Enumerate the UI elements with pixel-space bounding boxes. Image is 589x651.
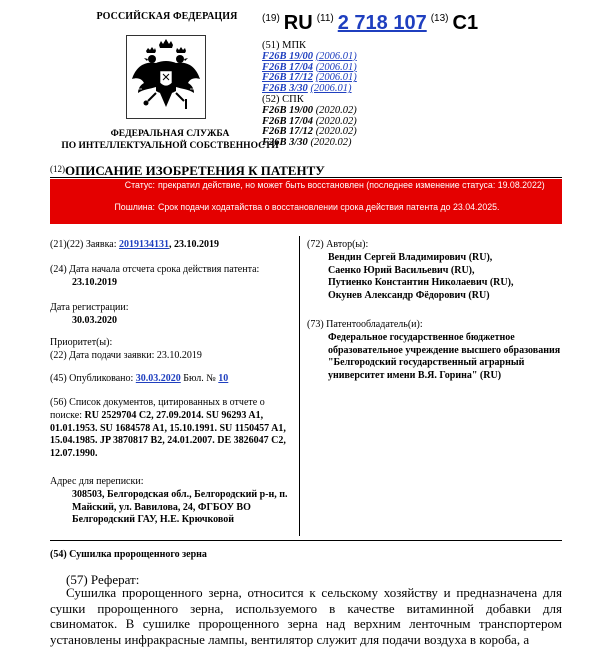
country-code: RU bbox=[283, 12, 313, 34]
ipc-version: (2006.01) bbox=[315, 50, 357, 62]
status-label: Статус: bbox=[124, 180, 155, 190]
registration-date: 30.03.2020 bbox=[72, 314, 117, 326]
registration-field bbox=[50, 302, 296, 328]
priority-line: (22) Дата подачи заявки: 23.10.2019 bbox=[50, 349, 202, 361]
bulletin-label: Бюл. № bbox=[183, 373, 216, 384]
ipc-version: (2006.01) bbox=[315, 61, 357, 73]
code-13: (13) bbox=[430, 13, 449, 24]
address-text: 308503, Белгородская обл., Белгородский р-н, п. Майский, ул. Вавилова, 24, ФГБОУ ВО Белгородский ГАУ, Н.Е. Крючковой bbox=[72, 488, 288, 526]
published-date-link[interactable]: 30.03.2020 bbox=[135, 373, 181, 384]
author-name: Вендин Сергей Владимирович (RU), bbox=[328, 251, 493, 263]
author-name: Саенко Юрий Васильевич (RU), bbox=[328, 264, 475, 276]
cited-label: (56) Список документов, цитированных в отчете о поиске: bbox=[50, 397, 265, 421]
published-label: (45) Опубликовано: bbox=[50, 373, 134, 384]
kind-code: C1 bbox=[452, 12, 479, 34]
cpc-version: (2020.02) bbox=[315, 104, 357, 116]
registration-label: Дата регистрации: bbox=[50, 302, 129, 313]
cpc-header: (52) СПК bbox=[262, 93, 304, 105]
document-title-text: ОПИСАНИЕ ИЗОБРЕТЕНИЯ К ПАТЕНТУ bbox=[65, 163, 325, 178]
term-start-date: 23.10.2019 bbox=[72, 276, 117, 288]
status-value: прекратил действие, но может быть восстановлен (последнее изменение статуса: 19.08.2022) bbox=[158, 180, 545, 190]
title-divider bbox=[50, 177, 562, 178]
abstract-text: Сушилка пророщенного зерна, относится к сельскому хозяйству и предназначена для сушки пророщенного зерна, используемого в качестве витаминной добавки для свиноматок. В сушилке пророщенного зерна над верхним ленточным транспортером установлены инфракрасные лампы, вентилятор служит для подачи воздуха в короба, а bbox=[50, 585, 562, 647]
owner-field bbox=[307, 319, 562, 383]
fee-value: Срок подачи ходатайства о восстановлении срока действия патента до 23.04.2025. bbox=[158, 202, 500, 212]
section-divider bbox=[50, 540, 562, 541]
cpc-version: (2020.02) bbox=[315, 115, 357, 127]
address-field bbox=[50, 476, 296, 527]
author-name: Окунев Александр Фёдорович (RU) bbox=[328, 290, 490, 302]
ipc-code-link[interactable]: F26B 3/30 bbox=[262, 83, 308, 95]
cpc-entry bbox=[262, 138, 357, 149]
address-label: Адрес для переписки: bbox=[50, 476, 144, 487]
application-field bbox=[50, 239, 296, 252]
invention-title: (54) Сушилка пророщенного зерна bbox=[50, 549, 207, 560]
author-name: Путиенко Константин Николаевич (RU), bbox=[328, 277, 514, 289]
agency-line1: ФЕДЕРАЛЬНАЯ СЛУЖБА bbox=[110, 129, 230, 139]
priority-field bbox=[50, 337, 296, 363]
cited-documents-field bbox=[50, 397, 296, 461]
code-12: (12) bbox=[50, 164, 65, 174]
russian-coat-of-arms-icon bbox=[126, 35, 206, 119]
owner-label: (73) Патентообладатель(и): bbox=[307, 319, 423, 330]
term-start-field bbox=[50, 264, 296, 290]
column-divider bbox=[299, 236, 300, 536]
cpc-code: F26B 17/04 bbox=[262, 115, 314, 127]
cpc-version: (2020.02) bbox=[310, 137, 352, 149]
code-11: (11) bbox=[316, 13, 334, 24]
agency-name bbox=[50, 128, 290, 152]
ipc-version: (2006.01) bbox=[315, 72, 357, 84]
ipc-version: (2006.01) bbox=[310, 83, 352, 95]
cpc-code: F26B 3/30 bbox=[262, 137, 308, 149]
bulletin-number-link[interactable]: 10 bbox=[218, 373, 229, 384]
application-date: , 23.10.2019 bbox=[169, 239, 220, 250]
cpc-code: F26B 17/12 bbox=[262, 126, 314, 138]
authors-label: (72) Автор(ы): bbox=[307, 239, 369, 250]
agency-line2: ПО ИНТЕЛЛЕКТУАЛЬНОЙ СОБСТВЕННОСТИ bbox=[61, 141, 279, 151]
publication-number-line bbox=[262, 12, 478, 38]
ipc-code-link[interactable]: F26B 19/00 bbox=[262, 50, 314, 62]
ipc-header: (51) МПК bbox=[262, 40, 307, 51]
application-number-link[interactable]: 2019134131 bbox=[119, 239, 170, 250]
classification-block bbox=[262, 41, 357, 149]
authors-field bbox=[307, 239, 562, 303]
patent-number-link[interactable]: 2 718 107 bbox=[337, 12, 427, 34]
owner-name: Федеральное государственное бюджетное образовательное учреждение высшего образования "Белгородский государственный аграрный университет имени В.Я. Горина" (RU) bbox=[328, 331, 561, 382]
cpc-version: (2020.02) bbox=[315, 126, 357, 138]
fee-label: Пошлина: bbox=[114, 202, 155, 212]
priority-label: Приоритет(ы): bbox=[50, 337, 113, 348]
cited-documents: RU 2529704 C2, 27.09.2014. SU 96293 A1, 01.01.1953. SU 1684578 A1, 15.10.1991. SU 1150457 A1, 15.04.1985. JP 3870817 B2, 24.01.2007. DE 3826047 C2, 12.07.1990. bbox=[50, 409, 286, 460]
status-banner bbox=[50, 179, 562, 224]
country-name: РОССИЙСКАЯ ФЕДЕРАЦИЯ bbox=[96, 11, 238, 22]
ipc-code-link[interactable]: F26B 17/04 bbox=[262, 61, 314, 73]
ipc-code-link[interactable]: F26B 17/12 bbox=[262, 72, 314, 84]
abstract-heading: (57) Реферат: bbox=[66, 572, 140, 587]
cpc-code: F26B 19/00 bbox=[262, 104, 314, 116]
application-label: (21)(22) Заявка: bbox=[50, 239, 117, 250]
code-19: (19) bbox=[262, 13, 280, 24]
published-field bbox=[50, 373, 296, 386]
term-start-label: (24) Дата начала отсчета срока действия патента: bbox=[50, 264, 260, 275]
